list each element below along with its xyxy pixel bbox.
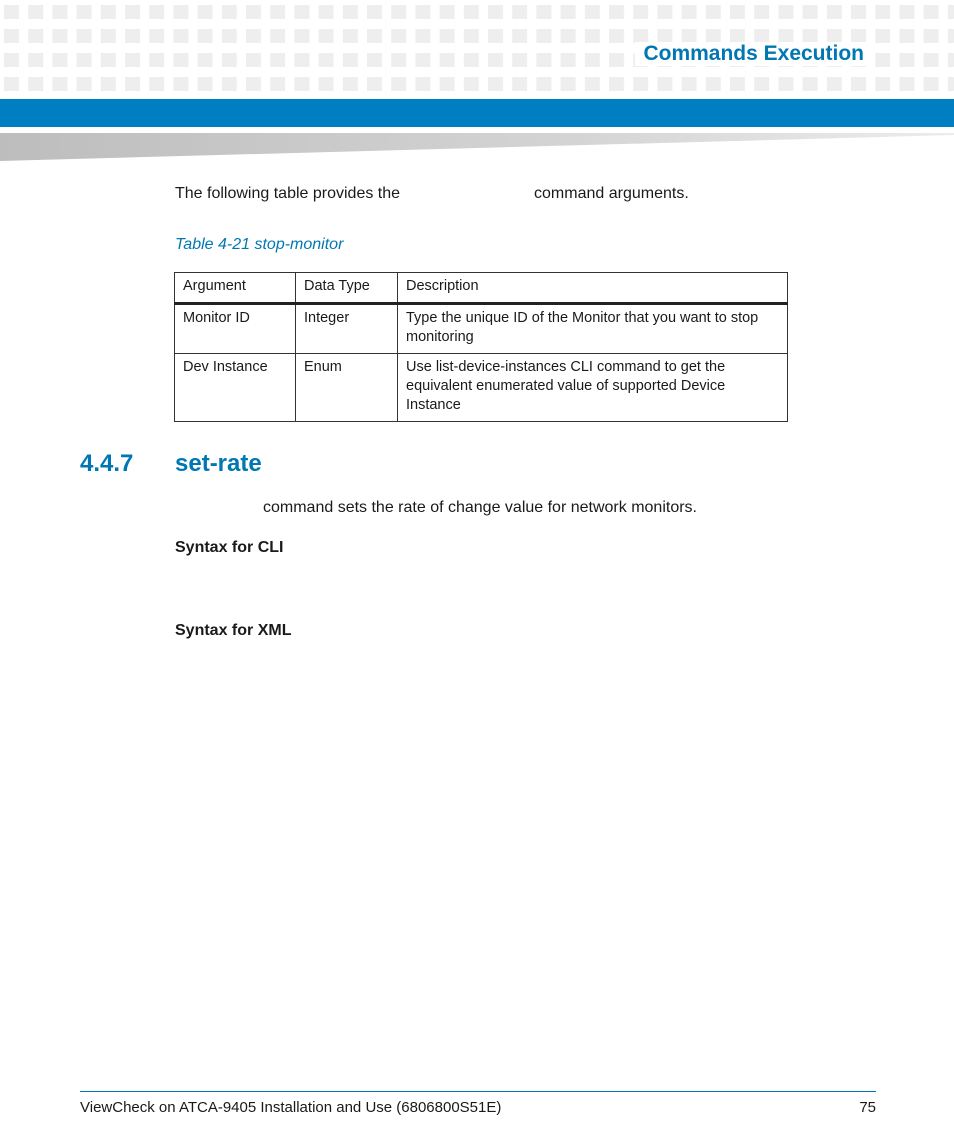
header-data-type: Data Type: [296, 273, 398, 304]
intro-before: The following table provides the: [175, 185, 401, 202]
cell-description: Use list-device-instances CLI command to get the equivalent enumerated value of supported Device Instance: [398, 354, 788, 422]
cell-description: Type the unique ID of the Monitor that you want to stop monitoring: [398, 304, 788, 354]
footer-rule: [80, 1091, 876, 1092]
table-row: [175, 304, 788, 354]
section-title: set-rate: [175, 450, 262, 477]
header-description: Description: [398, 273, 788, 304]
cell-data-type: Enum: [296, 354, 398, 422]
cell-argument: Monitor ID: [175, 304, 296, 354]
table-header-row: [175, 273, 788, 304]
header-gray-wedge: [0, 131, 954, 163]
table-caption: Table 4-21 stop-monitor: [175, 236, 344, 253]
header-title: Commands Execution: [635, 42, 872, 66]
table-row: [175, 354, 788, 422]
section-paragraph: command sets the rate of change value for network monitors.: [263, 499, 697, 516]
cell-data-type: Integer: [296, 304, 398, 354]
intro-after: command arguments.: [534, 185, 689, 202]
syntax-xml-heading: Syntax for XML: [175, 622, 292, 639]
page-number: 75: [859, 1099, 876, 1116]
section-number: 4.4.7: [80, 450, 134, 477]
cell-argument: Dev Instance: [175, 354, 296, 422]
header-argument: Argument: [175, 273, 296, 304]
header-blue-bar: [0, 99, 954, 127]
section-heading: [80, 450, 262, 478]
syntax-cli-heading: Syntax for CLI: [175, 539, 284, 556]
footer-text: ViewCheck on ATCA-9405 Installation and Use (6806800S51E): [80, 1099, 502, 1116]
intro-paragraph: [175, 185, 689, 203]
arguments-table: [174, 272, 788, 422]
